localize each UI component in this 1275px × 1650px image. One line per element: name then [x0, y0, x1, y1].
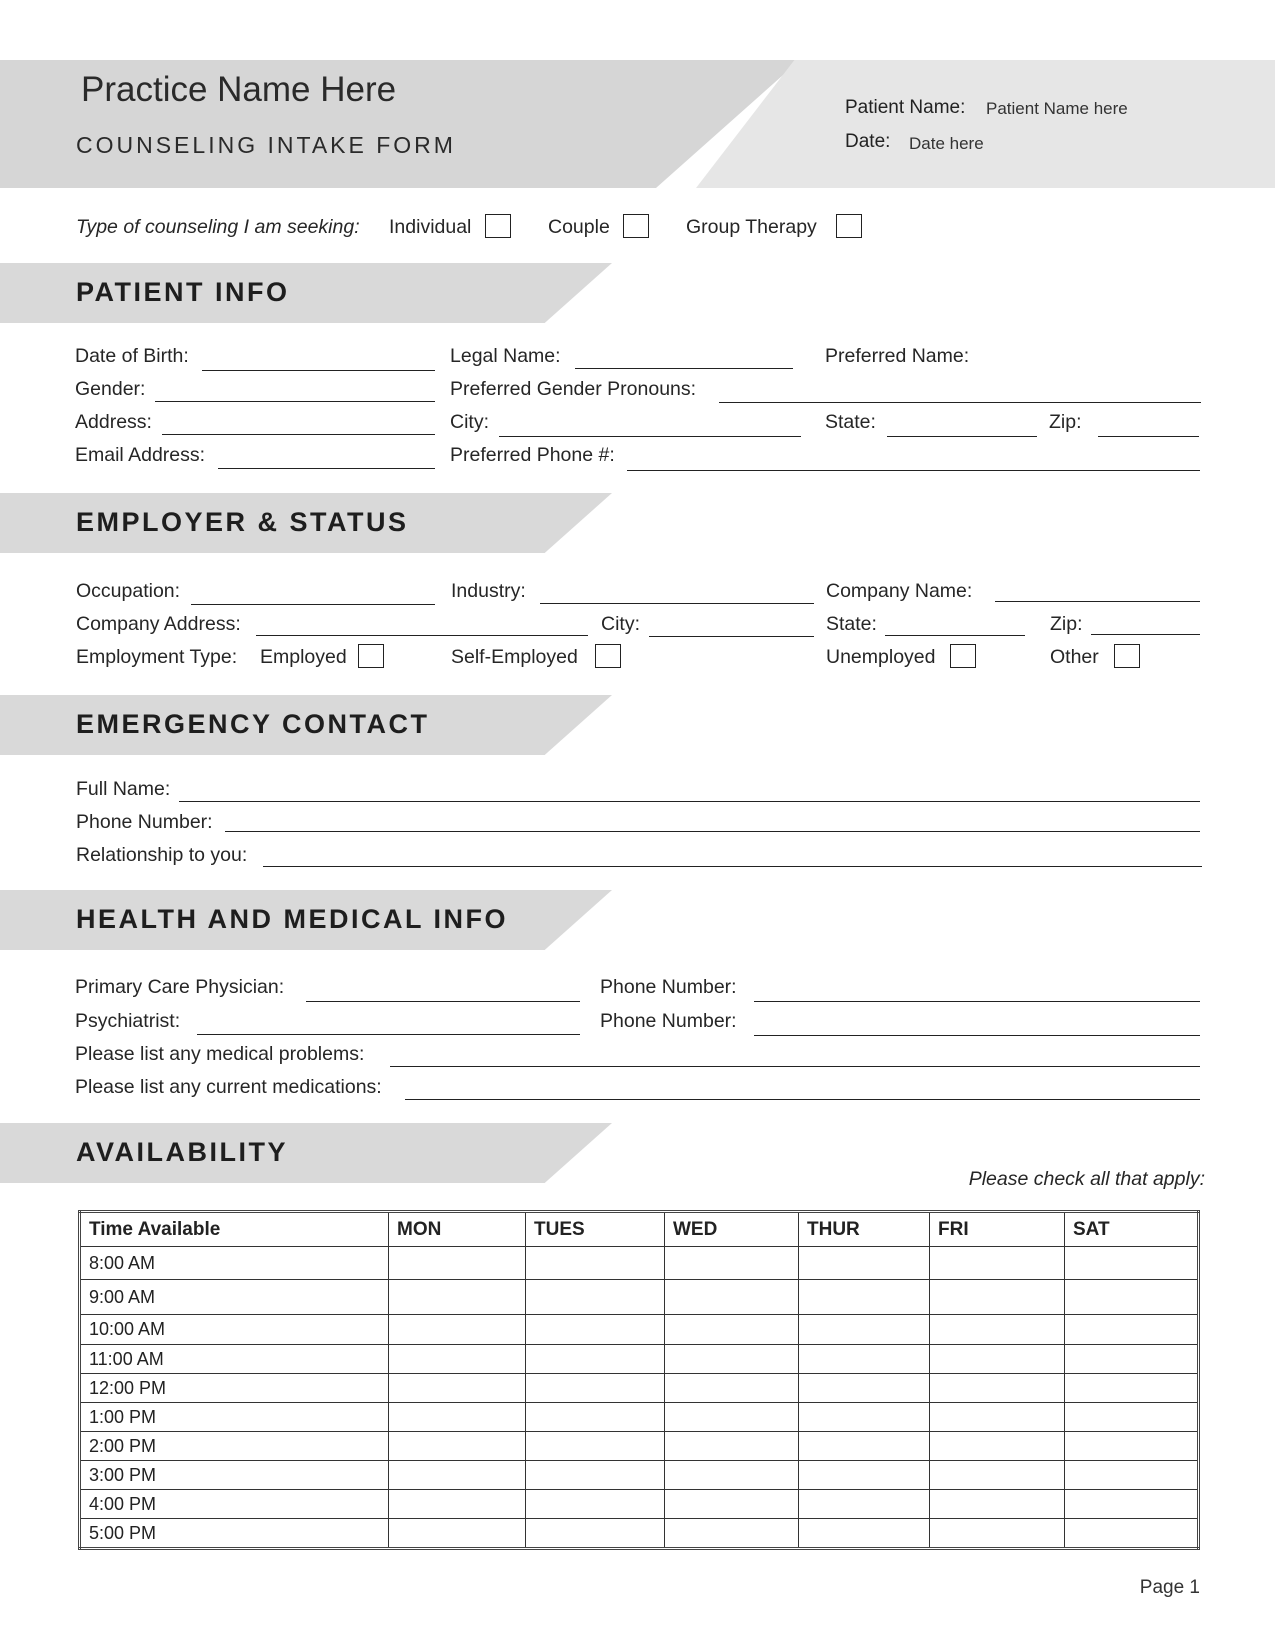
time-slot-label: 10:00 AM	[80, 1315, 389, 1345]
form-title: COUNSELING INTAKE FORM	[76, 132, 456, 158]
option-couple-label: Couple	[548, 216, 610, 238]
availability-cell-thur[interactable]	[799, 1432, 930, 1461]
availability-row	[80, 1315, 1199, 1345]
availability-row	[80, 1461, 1199, 1490]
availability-row	[80, 1432, 1199, 1461]
page-number: Page 1	[1139, 1577, 1200, 1598]
time-slot-label: 11:00 AM	[80, 1345, 389, 1374]
city-label: City:	[450, 411, 489, 433]
zip-label: Zip:	[1049, 411, 1082, 433]
availability-cell-thur[interactable]	[799, 1374, 930, 1403]
emergency-phone-label: Phone Number:	[76, 811, 213, 833]
preferred-phone-label: Preferred Phone #:	[450, 444, 615, 466]
availability-row	[80, 1374, 1199, 1403]
occupation-field[interactable]	[191, 604, 435, 605]
availability-cell-mon[interactable]	[389, 1432, 526, 1461]
emergency-name-field[interactable]	[179, 801, 1200, 802]
availability-cell-fri[interactable]	[930, 1490, 1065, 1519]
medications-label: Please list any current medications:	[75, 1076, 382, 1098]
availability-cell-sat[interactable]	[1065, 1374, 1199, 1403]
employer-title: EMPLOYER & STATUS	[76, 507, 409, 537]
availability-cell-wed[interactable]	[665, 1432, 799, 1461]
employment-type-label: Employment Type:	[76, 646, 238, 668]
health-title: HEALTH AND MEDICAL INFO	[76, 904, 508, 934]
medical-problems-label: Please list any medical problems:	[75, 1043, 365, 1065]
availability-cell-tues[interactable]	[526, 1345, 665, 1374]
dob-label: Date of Birth:	[75, 345, 189, 367]
email-field[interactable]	[218, 468, 435, 469]
date-value[interactable]: Date here	[909, 134, 984, 153]
availability-row	[80, 1345, 1199, 1374]
time-slot-label: 12:00 PM	[80, 1374, 389, 1403]
counseling-type-prompt: Type of counseling I am seeking:	[76, 216, 360, 238]
availability-cell-tues[interactable]	[526, 1315, 665, 1345]
legal-name-label: Legal Name:	[450, 345, 561, 367]
emergency-title: EMERGENCY CONTACT	[76, 709, 430, 739]
day-header-thur: THUR	[799, 1212, 930, 1247]
availability-cell-wed[interactable]	[665, 1247, 799, 1280]
medications-field[interactable]	[405, 1099, 1200, 1100]
company-city-field[interactable]	[649, 636, 814, 637]
availability-cell-sat[interactable]	[1065, 1280, 1199, 1315]
availability-cell-sat[interactable]	[1065, 1315, 1199, 1345]
gender-label: Gender:	[75, 378, 146, 400]
pronouns-label: Preferred Gender Pronouns:	[450, 378, 697, 400]
availability-cell-mon[interactable]	[389, 1461, 526, 1490]
availability-cell-fri[interactable]	[930, 1374, 1065, 1403]
group-therapy-checkbox[interactable]	[836, 214, 862, 238]
availability-cell-thur[interactable]	[799, 1403, 930, 1432]
availability-cell-wed[interactable]	[665, 1519, 799, 1549]
availability-cell-fri[interactable]	[930, 1461, 1065, 1490]
availability-cell-fri[interactable]	[930, 1345, 1065, 1374]
availability-cell-sat[interactable]	[1065, 1432, 1199, 1461]
availability-header-row	[80, 1212, 1199, 1247]
availability-cell-mon[interactable]	[389, 1247, 526, 1280]
patient-name-value[interactable]: Patient Name here	[986, 99, 1128, 118]
availability-cell-sat[interactable]	[1065, 1519, 1199, 1549]
availability-cell-tues[interactable]	[526, 1519, 665, 1549]
emergency-name-label: Full Name:	[76, 778, 171, 800]
availability-cell-mon[interactable]	[389, 1403, 526, 1432]
time-slot-label: 4:00 PM	[80, 1490, 389, 1519]
availability-cell-tues[interactable]	[526, 1461, 665, 1490]
availability-cell-fri[interactable]	[930, 1519, 1065, 1549]
availability-cell-thur[interactable]	[799, 1519, 930, 1549]
individual-checkbox[interactable]	[485, 214, 511, 238]
header-banner-right	[696, 60, 1275, 188]
availability-cell-mon[interactable]	[389, 1519, 526, 1549]
availability-note: Please check all that apply:	[968, 1168, 1205, 1190]
psychiatrist-phone-label: Phone Number:	[600, 1010, 737, 1032]
psychiatrist-phone-field[interactable]	[754, 1035, 1200, 1036]
availability-cell-thur[interactable]	[799, 1315, 930, 1345]
availability-cell-wed[interactable]	[665, 1280, 799, 1315]
preferred-phone-field[interactable]	[627, 470, 1200, 471]
availability-cell-sat[interactable]	[1065, 1403, 1199, 1432]
company-zip-field[interactable]	[1091, 634, 1200, 635]
self-employed-label: Self-Employed	[451, 646, 578, 668]
medical-problems-field[interactable]	[390, 1066, 1200, 1067]
day-header-fri: FRI	[930, 1212, 1065, 1247]
availability-cell-tues[interactable]	[526, 1432, 665, 1461]
address-field[interactable]	[162, 434, 435, 435]
company-address-field[interactable]	[256, 635, 588, 636]
time-slot-label: 2:00 PM	[80, 1432, 389, 1461]
time-slot-label: 5:00 PM	[80, 1519, 389, 1549]
availability-row	[80, 1280, 1199, 1315]
availability-cell-tues[interactable]	[526, 1403, 665, 1432]
availability-cell-fri[interactable]	[930, 1403, 1065, 1432]
time-slot-label: 8:00 AM	[80, 1247, 389, 1280]
availability-cell-wed[interactable]	[665, 1490, 799, 1519]
industry-field[interactable]	[540, 603, 814, 604]
relationship-label: Relationship to you:	[76, 844, 248, 866]
availability-cell-wed[interactable]	[665, 1315, 799, 1345]
day-header-tues: TUES	[526, 1212, 665, 1247]
availability-title: AVAILABILITY	[76, 1137, 288, 1167]
couple-checkbox[interactable]	[623, 214, 649, 238]
email-label: Email Address:	[75, 444, 206, 466]
option-individual-label: Individual	[389, 216, 472, 238]
option-group-therapy-label: Group Therapy	[686, 216, 817, 238]
state-field[interactable]	[887, 436, 1037, 437]
company-state-label: State:	[826, 613, 877, 635]
physician-phone-label: Phone Number:	[600, 976, 737, 998]
other-checkbox[interactable]	[1114, 644, 1140, 668]
availability-cell-tues[interactable]	[526, 1490, 665, 1519]
date-label: Date:	[845, 131, 891, 152]
day-header-mon: MON	[389, 1212, 526, 1247]
employed-checkbox[interactable]	[358, 644, 384, 668]
availability-cell-sat[interactable]	[1065, 1461, 1199, 1490]
time-available-header: Time Available	[80, 1212, 389, 1247]
company-address-label: Company Address:	[76, 613, 241, 635]
availability-row	[80, 1490, 1199, 1519]
availability-cell-mon[interactable]	[389, 1490, 526, 1519]
availability-cell-sat[interactable]	[1065, 1247, 1199, 1280]
availability-cell-wed[interactable]	[665, 1345, 799, 1374]
zip-field[interactable]	[1098, 436, 1199, 437]
availability-cell-fri[interactable]	[930, 1280, 1065, 1315]
occupation-label: Occupation:	[76, 580, 181, 602]
availability-cell-fri[interactable]	[930, 1247, 1065, 1280]
availability-cell-tues[interactable]	[526, 1247, 665, 1280]
dob-field[interactable]	[202, 370, 435, 371]
pronouns-field[interactable]	[719, 402, 1201, 403]
availability-cell-fri[interactable]	[930, 1432, 1065, 1461]
self-employed-checkbox[interactable]	[595, 644, 621, 668]
unemployed-checkbox[interactable]	[950, 644, 976, 668]
employed-label: Employed	[260, 646, 347, 668]
availability-cell-wed[interactable]	[665, 1461, 799, 1490]
availability-table	[78, 1210, 1200, 1550]
availability-cell-fri[interactable]	[930, 1315, 1065, 1345]
availability-cell-mon[interactable]	[389, 1315, 526, 1345]
gender-field[interactable]	[155, 401, 435, 402]
availability-cell-tues[interactable]	[526, 1374, 665, 1403]
availability-cell-thur[interactable]	[799, 1247, 930, 1280]
preferred-name-label: Preferred Name:	[825, 345, 970, 367]
availability-row	[80, 1519, 1199, 1549]
availability-cell-wed[interactable]	[665, 1403, 799, 1432]
availability-cell-thur[interactable]	[799, 1461, 930, 1490]
time-slot-label: 1:00 PM	[80, 1403, 389, 1432]
availability-cell-wed[interactable]	[665, 1374, 799, 1403]
practice-name: Practice Name Here	[81, 70, 397, 109]
availability-cell-sat[interactable]	[1065, 1345, 1199, 1374]
psychiatrist-label: Psychiatrist:	[75, 1010, 181, 1032]
address-label: Address:	[75, 411, 152, 433]
company-name-field[interactable]	[995, 601, 1200, 602]
availability-cell-mon[interactable]	[389, 1374, 526, 1403]
psychiatrist-field[interactable]	[197, 1034, 580, 1035]
availability-cell-tues[interactable]	[526, 1280, 665, 1315]
time-slot-label: 9:00 AM	[80, 1280, 389, 1315]
industry-label: Industry:	[451, 580, 526, 602]
city-field[interactable]	[499, 436, 801, 437]
unemployed-label: Unemployed	[826, 646, 936, 668]
physician-phone-field[interactable]	[754, 1001, 1200, 1002]
availability-cell-mon[interactable]	[389, 1345, 526, 1374]
physician-label: Primary Care Physician:	[75, 976, 285, 998]
legal-name-field[interactable]	[575, 368, 793, 369]
physician-field[interactable]	[306, 1001, 580, 1002]
emergency-phone-field[interactable]	[225, 831, 1200, 832]
other-label: Other	[1050, 646, 1099, 668]
availability-cell-sat[interactable]	[1065, 1490, 1199, 1519]
availability-cell-thur[interactable]	[799, 1490, 930, 1519]
patient-info-title: PATIENT INFO	[76, 277, 290, 307]
availability-cell-mon[interactable]	[389, 1280, 526, 1315]
availability-row	[80, 1403, 1199, 1432]
company-state-field[interactable]	[885, 635, 1025, 636]
day-header-sat: SAT	[1065, 1212, 1199, 1247]
company-name-label: Company Name:	[826, 580, 973, 602]
patient-name-label: Patient Name:	[845, 97, 966, 118]
company-zip-label: Zip:	[1050, 613, 1083, 635]
availability-cell-thur[interactable]	[799, 1280, 930, 1315]
relationship-field[interactable]	[263, 866, 1202, 867]
availability-row	[80, 1247, 1199, 1280]
state-label: State:	[825, 411, 876, 433]
company-city-label: City:	[601, 613, 640, 635]
day-header-wed: WED	[665, 1212, 799, 1247]
time-slot-label: 3:00 PM	[80, 1461, 389, 1490]
availability-cell-thur[interactable]	[799, 1345, 930, 1374]
